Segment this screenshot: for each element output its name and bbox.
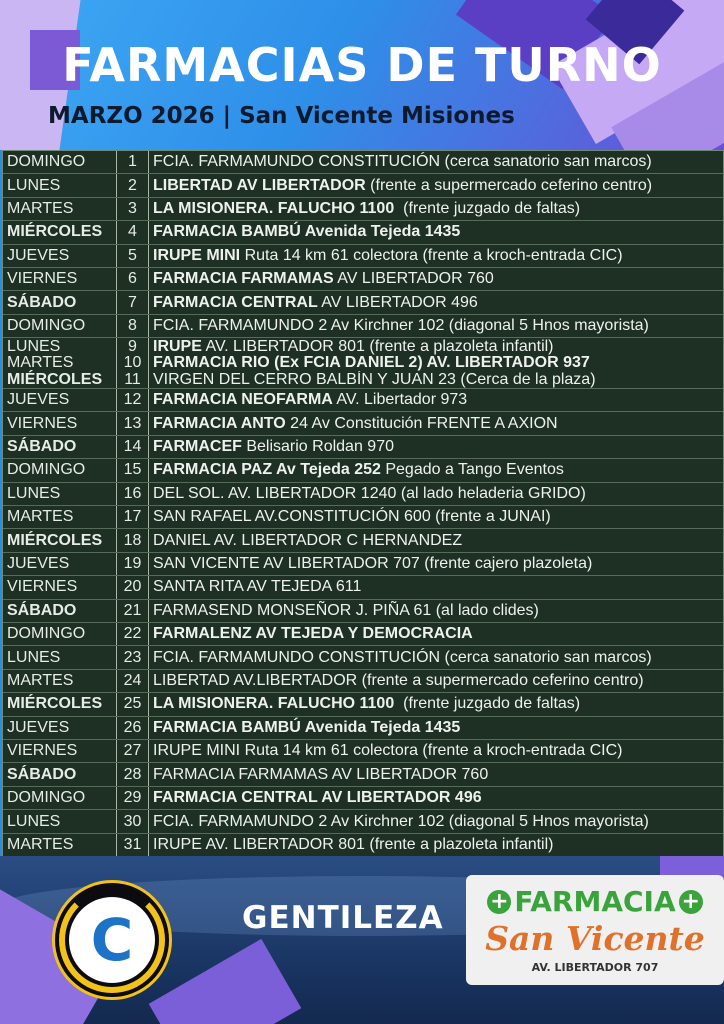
pharmacy-cell xyxy=(149,553,723,575)
day-cell: SÁBADO xyxy=(3,600,117,622)
day-cell: VIERNES xyxy=(3,412,117,434)
pharmacy-cell xyxy=(149,529,723,551)
pharmacy-detail: FCIA. FARMAMUNDO CONSTITUCIÓN (cerca sanatorio san marcos) xyxy=(153,648,652,666)
date-cell: 2 xyxy=(117,174,149,196)
date-cell: 11 xyxy=(117,371,149,388)
pharmacy-detail: Belisario Roldan 970 xyxy=(241,438,394,455)
sponsor-title xyxy=(466,885,724,918)
logo-letter-icon: C xyxy=(90,906,134,974)
date-cell: 17 xyxy=(117,506,149,528)
date-cell: 10 xyxy=(117,355,149,372)
pharmacy-detail: Pegado a Tango Eventos xyxy=(380,461,564,479)
table-row xyxy=(3,693,723,716)
plus-icon: + xyxy=(679,890,703,914)
pharmacy-cell xyxy=(149,151,723,173)
day-cell: DOMINGO xyxy=(3,315,117,337)
pharmacy-cell xyxy=(149,483,723,505)
day-cell: VIERNES xyxy=(3,268,117,290)
date-cell: 31 xyxy=(117,834,149,856)
schedule-table xyxy=(2,150,724,857)
date-cell: 3 xyxy=(117,198,149,220)
pharmacy-cell xyxy=(149,355,723,372)
pharmacy-detail: IRUPE AV. LIBERTADOR 801 (frente a plazoleta infantil) xyxy=(153,835,554,853)
day-cell: SÁBADO xyxy=(3,291,117,313)
table-row xyxy=(3,436,723,459)
pharmacy-cell xyxy=(149,787,723,809)
day-cell: VIERNES xyxy=(3,740,117,762)
table-row xyxy=(3,529,723,552)
pharmacy-name: LA MISIONERA. FALUCHO 1100 xyxy=(153,200,395,218)
day-cell: JUEVES xyxy=(3,717,117,739)
pharmacy-detail: AV. LIBERTADOR 801 (frente a plazoleta infantil) xyxy=(201,338,554,355)
table-row xyxy=(3,245,723,268)
table-row xyxy=(3,623,723,646)
pharmacy-cell xyxy=(149,763,723,785)
date-cell: 18 xyxy=(117,529,149,551)
table-row xyxy=(3,412,723,435)
date-cell: 28 xyxy=(117,763,149,785)
table-row xyxy=(3,787,723,810)
pharmacy-cell xyxy=(149,623,723,645)
pharmacy-cell xyxy=(149,459,723,481)
date-cell: 14 xyxy=(117,436,149,458)
day-cell: MIÉRCOLES xyxy=(3,371,117,388)
date-cell: 1 xyxy=(117,151,149,173)
pharmacy-detail: (frente juzgado de faltas) xyxy=(394,695,581,713)
pharmacy-cell xyxy=(149,371,723,388)
day-cell: MARTES xyxy=(3,506,117,528)
date-cell: 15 xyxy=(117,459,149,481)
day-cell: LUNES xyxy=(3,338,117,355)
day-cell: JUEVES xyxy=(3,245,117,267)
day-cell: DOMINGO xyxy=(3,459,117,481)
pharmacy-detail: FARMASEND MONSEÑOR J. PIÑA 61 (al lado clides) xyxy=(153,601,539,619)
table-row xyxy=(3,553,723,576)
pharmacy-name: FARMALENZ AV TEJEDA Y DEMOCRACIA xyxy=(153,625,473,643)
table-row xyxy=(3,291,723,314)
day-cell: MIÉRCOLES xyxy=(3,693,117,715)
decor-shape xyxy=(149,939,302,1024)
table-row xyxy=(3,810,723,833)
page-title: FARMACIAS DE TURNO xyxy=(62,38,662,92)
sponsor-name: San Vicente xyxy=(485,919,705,958)
pharmacy-name: FARMACIA CENTRAL xyxy=(153,293,318,311)
pharmacy-name: FARMACIA BAMBÚ Avenida Tejeda 1435 xyxy=(153,223,461,241)
pharmacy-cell xyxy=(149,174,723,196)
table-row xyxy=(3,459,723,482)
pharmacy-detail: FCIA. FARMAMUNDO 2 Av Kirchner 102 (diagonal 5 Hnos mayorista) xyxy=(153,812,649,830)
pharmacy-detail: 24 Av Constitución FRENTE A AXION xyxy=(285,414,558,432)
pharmacy-name: LA MISIONERA. FALUCHO 1100 xyxy=(153,695,395,713)
date-cell: 21 xyxy=(117,600,149,622)
pharmacy-cell xyxy=(149,600,723,622)
date-cell: 23 xyxy=(117,646,149,668)
day-cell: LUNES xyxy=(3,174,117,196)
date-cell: 16 xyxy=(117,483,149,505)
pharmacy-cell xyxy=(149,576,723,598)
table-row xyxy=(3,506,723,529)
table-row xyxy=(3,600,723,623)
table-row xyxy=(3,576,723,599)
date-cell: 6 xyxy=(117,268,149,290)
date-cell: 30 xyxy=(117,810,149,832)
pharmacy-cell xyxy=(149,198,723,220)
table-row xyxy=(3,198,723,221)
table-row xyxy=(3,268,723,291)
day-cell: MARTES xyxy=(3,834,117,856)
pharmacy-cell xyxy=(149,245,723,267)
day-cell: MARTES xyxy=(3,198,117,220)
pharmacy-cell xyxy=(149,291,723,313)
pharmacy-name: FARMACIA NEOFARMA xyxy=(153,391,333,409)
date-cell: 22 xyxy=(117,623,149,645)
sponsor-title-text: FARMACIA xyxy=(514,885,676,918)
sponsor-address: AV. LIBERTADOR 707 xyxy=(531,961,659,974)
pharmacy-detail: AV LIBERTADOR 496 xyxy=(317,293,478,311)
pharmacy-detail: AV. Libertador 973 xyxy=(332,391,468,409)
day-cell: MIÉRCOLES xyxy=(3,529,117,551)
table-row xyxy=(3,740,723,763)
pharmacy-cell xyxy=(149,670,723,692)
pharmacy-name: LIBERTAD AV LIBERTADOR xyxy=(153,176,366,194)
day-cell: LUNES xyxy=(3,483,117,505)
date-cell: 20 xyxy=(117,576,149,598)
day-cell: SÁBADO xyxy=(3,436,117,458)
table-row xyxy=(3,221,723,244)
pharmacy-detail: DEL SOL. AV. LIBERTADOR 1240 (al lado heladeria GRIDO) xyxy=(153,484,586,502)
date-cell: 24 xyxy=(117,670,149,692)
pharmacy-detail: LIBERTAD AV.LIBERTADOR (frente a supermercado ceferino centro) xyxy=(153,672,644,690)
table-row xyxy=(3,717,723,740)
day-cell: DOMINGO xyxy=(3,623,117,645)
pharmacy-name: FARMACIA ANTO xyxy=(153,414,286,432)
date-cell: 4 xyxy=(117,221,149,243)
day-cell: MIÉRCOLES xyxy=(3,221,117,243)
pharmacy-name: FARMACIA RÍO (Ex FCIA DANIEL 2) AV. LIBERTADOR 937 xyxy=(153,354,590,372)
date-cell: 26 xyxy=(117,717,149,739)
day-cell: VIERNES xyxy=(3,576,117,598)
table-row xyxy=(3,355,723,372)
day-cell: DOMINGO xyxy=(3,151,117,173)
table-row xyxy=(3,389,723,412)
table-row xyxy=(3,174,723,197)
pharmacy-name: FARMACIA CENTRAL AV LIBERTADOR 496 xyxy=(153,789,482,807)
pharmacy-detail: SAN VICENTE AV LIBERTADOR 707 (frente cajero plazoleta) xyxy=(153,555,593,573)
table-row xyxy=(3,371,723,389)
pharmacy-name: IRUPE xyxy=(153,338,202,355)
pharmacy-cell xyxy=(149,506,723,528)
table-row xyxy=(3,151,723,174)
table-row xyxy=(3,338,723,355)
date-cell: 27 xyxy=(117,740,149,762)
date-cell: 29 xyxy=(117,787,149,809)
day-cell: MARTES xyxy=(3,670,117,692)
pharmacy-detail: (frente juzgado de faltas) xyxy=(394,200,581,218)
table-row xyxy=(3,483,723,506)
pharmacy-cell xyxy=(149,834,723,856)
pharmacy-cell xyxy=(149,646,723,668)
table-row xyxy=(3,646,723,669)
plus-icon: + xyxy=(487,890,511,914)
pharmacy-detail: SANTA RITA AV TEJEDA 611 xyxy=(153,578,362,596)
sponsor-card xyxy=(466,875,724,985)
pharmacy-cell xyxy=(149,693,723,715)
pharmacy-cell xyxy=(149,389,723,411)
date-cell: 19 xyxy=(117,553,149,575)
pharmacy-detail: SAN RAFAEL AV.CONSTITUCIÓN 600 (frente a JUNAI) xyxy=(153,508,551,526)
pharmacy-name: IRUPE MINI xyxy=(153,246,241,264)
day-cell: LUNES xyxy=(3,646,117,668)
pharmacy-name: FARMACEF xyxy=(153,438,242,455)
table-row xyxy=(3,670,723,693)
date-cell: 13 xyxy=(117,412,149,434)
pharmacy-name: FARMACIA PAZ Av Tejeda 252 xyxy=(153,461,381,479)
radio-logo xyxy=(52,880,172,1000)
pharmacy-cell xyxy=(149,717,723,739)
date-cell: 8 xyxy=(117,315,149,337)
pharmacy-cell xyxy=(149,810,723,832)
date-cell: 9 xyxy=(117,338,149,355)
table-row xyxy=(3,315,723,338)
day-cell: JUEVES xyxy=(3,389,117,411)
pharmacy-cell xyxy=(149,315,723,337)
page-subtitle: MARZO 2026 | San Vicente Misiones xyxy=(48,103,515,129)
date-cell: 5 xyxy=(117,245,149,267)
pharmacy-detail: FCIA. FARMAMUNDO CONSTITUCIÓN (cerca sanatorio san marcos) xyxy=(153,153,652,171)
pharmacy-detail: (frente a supermercado ceferino centro) xyxy=(365,176,653,194)
pharmacy-detail: FARMACIA FARMAMAS AV LIBERTADOR 760 xyxy=(153,765,489,783)
pharmacy-cell xyxy=(149,221,723,243)
pharmacy-name: FARMACIA FARMAMAS xyxy=(153,270,334,288)
logo-center xyxy=(69,897,155,983)
pharmacy-detail: VIRGEN DEL CERRO BALBÍN Y JUAN 23 (Cerca de la plaza) xyxy=(153,371,596,388)
day-cell: MARTES xyxy=(3,355,117,372)
pharmacy-detail: IRUPE MINI Ruta 14 km 61 colectora (frente a kroch-entrada CIC) xyxy=(153,742,623,760)
table-row xyxy=(3,834,723,856)
gentileza-label: GENTILEZA xyxy=(242,900,444,936)
pharmacy-cell xyxy=(149,740,723,762)
pharmacy-name: FARMACIA BAMBÚ Avenida Tejeda 1435 xyxy=(153,718,461,736)
day-cell: SÁBADO xyxy=(3,763,117,785)
date-cell: 25 xyxy=(117,693,149,715)
table-row xyxy=(3,763,723,786)
pharmacy-detail: AV LIBERTADOR 760 xyxy=(333,270,494,288)
date-cell: 12 xyxy=(117,389,149,411)
day-cell: LUNES xyxy=(3,810,117,832)
pharmacy-detail: Ruta 14 km 61 colectora (frente a kroch-entrada CIC) xyxy=(240,246,623,264)
pharmacy-cell xyxy=(149,436,723,458)
pharmacy-detail: FCIA. FARMAMUNDO 2 Av Kirchner 102 (diagonal 5 Hnos mayorista) xyxy=(153,317,649,335)
pharmacy-cell xyxy=(149,412,723,434)
pharmacy-cell xyxy=(149,338,723,355)
date-cell: 7 xyxy=(117,291,149,313)
pharmacy-detail: DANIEL AV. LIBERTADOR C HERNANDEZ xyxy=(153,531,463,549)
day-cell: JUEVES xyxy=(3,553,117,575)
pharmacy-cell xyxy=(149,268,723,290)
day-cell: DOMINGO xyxy=(3,787,117,809)
